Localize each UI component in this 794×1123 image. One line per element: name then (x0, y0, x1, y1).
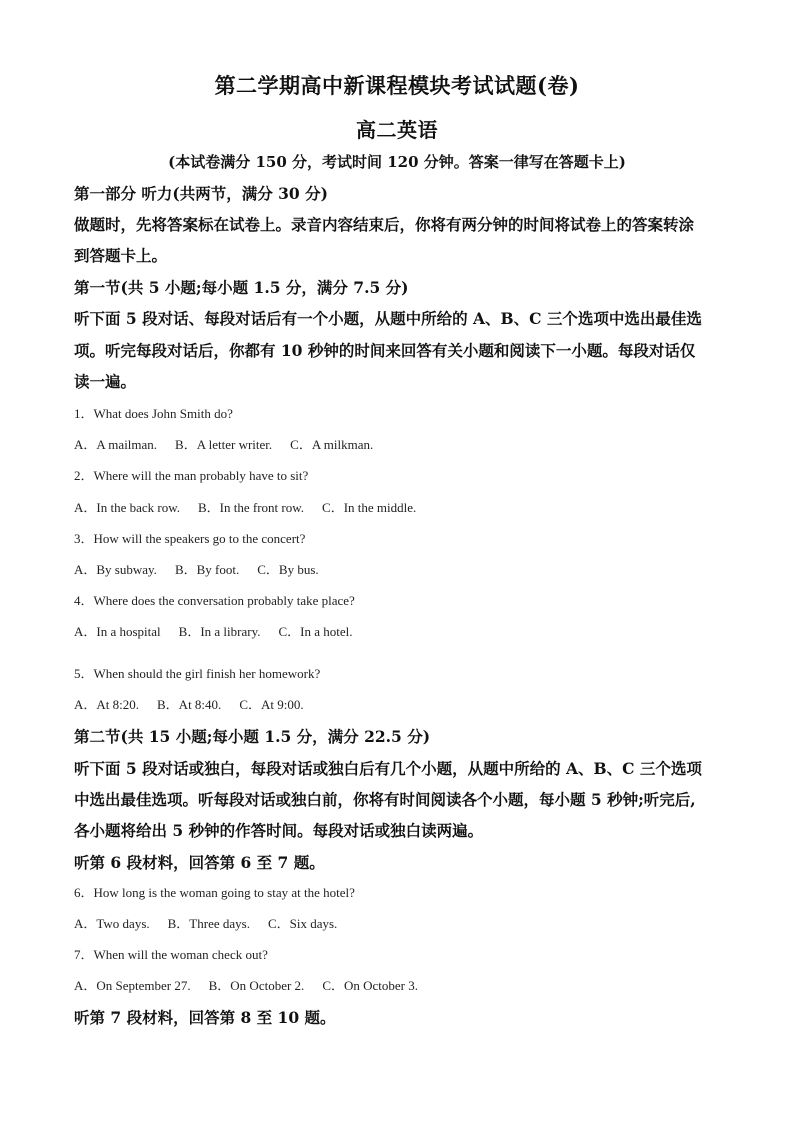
option-a: A．At 8:20. (74, 697, 140, 712)
section1-heading: 第一节(共 5 小题;每小题 1.5 分，满分 7.5 分) (74, 278, 409, 297)
option-b: B．On October 2. (208, 978, 305, 993)
option-b: B．In the front row. (198, 500, 305, 515)
option-c: C．In a hotel. (278, 624, 353, 639)
section2-line3: 各小题将给出 5 秒钟的作答时间。每段对话或独白读两遍。 (74, 821, 484, 840)
question-2: 2．Where will the man probably have to sit? (74, 468, 309, 483)
option-b: B．A letter writer. (175, 437, 273, 452)
question-4-options (74, 621, 353, 640)
question-6: 6．How long is the woman going to stay at the hotel? (74, 885, 355, 900)
section1-line1: 听下面 5 段对话、每段对话后有一个小题，从题中所给的 A、B、C 三个选项中选出最佳选 (74, 309, 702, 328)
question-1: 1．What does John Smith do? (74, 406, 233, 421)
option-c: C．By bus. (257, 562, 319, 577)
question-6-options (74, 913, 337, 932)
question-1-options (74, 434, 373, 453)
question-7-options (74, 975, 418, 994)
exam-note: (本试卷满分 150 分，考试时间 120 分钟。答案一律写在答题卡上) (168, 153, 626, 171)
section2-heading: 第二节(共 15 小题;每小题 1.5 分，满分 22.5 分) (74, 727, 431, 746)
option-a: A．In the back row. (74, 500, 181, 515)
part1-intro-line2: 到答题卡上。 (74, 246, 168, 265)
question-2-options (74, 497, 416, 516)
option-b: B．In a library. (178, 624, 261, 639)
option-a: A．In a hospital (74, 624, 161, 639)
option-c: C．At 9:00. (239, 697, 304, 712)
section1-line3: 读一遍。 (74, 372, 137, 391)
option-c: C．Six days. (267, 916, 338, 931)
exam-title: 第二学期高中新课程模块考试试题(卷) (214, 73, 580, 98)
option-c: C．A milkman. (290, 437, 374, 452)
question-5-options (74, 694, 304, 713)
question-7: 7．When will the woman check out? (74, 947, 268, 962)
option-a: A．By subway. (74, 562, 157, 577)
material-7-heading: 听第 7 段材料，回答第 8 至 10 题。 (74, 1008, 336, 1027)
option-a: A．Two days. (74, 916, 150, 931)
exam-subject: 高二英语 (356, 118, 438, 142)
question-3: 3．How will the speakers go to the concert? (74, 531, 306, 546)
section1-line2: 项。听完每段对话后，你都有 10 秒钟的时间来回答有关小题和阅读下一小题。每段对话仅 (74, 341, 696, 360)
question-5: 5．When should the girl finish her homework? (74, 666, 321, 681)
option-c: C．In the middle. (322, 500, 417, 515)
part1-heading: 第一部分 听力(共两节，满分 30 分) (74, 184, 328, 203)
question-4: 4．Where does the conversation probably take place? (74, 593, 355, 608)
option-b: B．Three days. (167, 916, 250, 931)
option-b: B．By foot. (174, 562, 240, 577)
option-a: A．On September 27. (74, 978, 191, 993)
option-a: A．A mailman. (74, 437, 158, 452)
part1-intro-line1: 做题时，先将答案标在试卷上。录音内容结束后，你将有两分钟的时间将试卷上的答案转涂 (74, 215, 695, 234)
question-3-options (74, 559, 319, 578)
section2-line1: 听下面 5 段对话或独白，每段对话或独白后有几个小题，从题中所给的 A、B、C 三个选项 (74, 759, 702, 778)
section2-line2: 中选出最佳选项。听每段对话或独白前，你将有时间阅读各个小题，每小题 5 秒钟;听完后, (74, 790, 696, 809)
option-c: C．On October 3. (322, 978, 418, 993)
material-6-heading: 听第 6 段材料，回答第 6 至 7 题。 (74, 853, 325, 872)
option-b: B．At 8:40. (157, 697, 222, 712)
